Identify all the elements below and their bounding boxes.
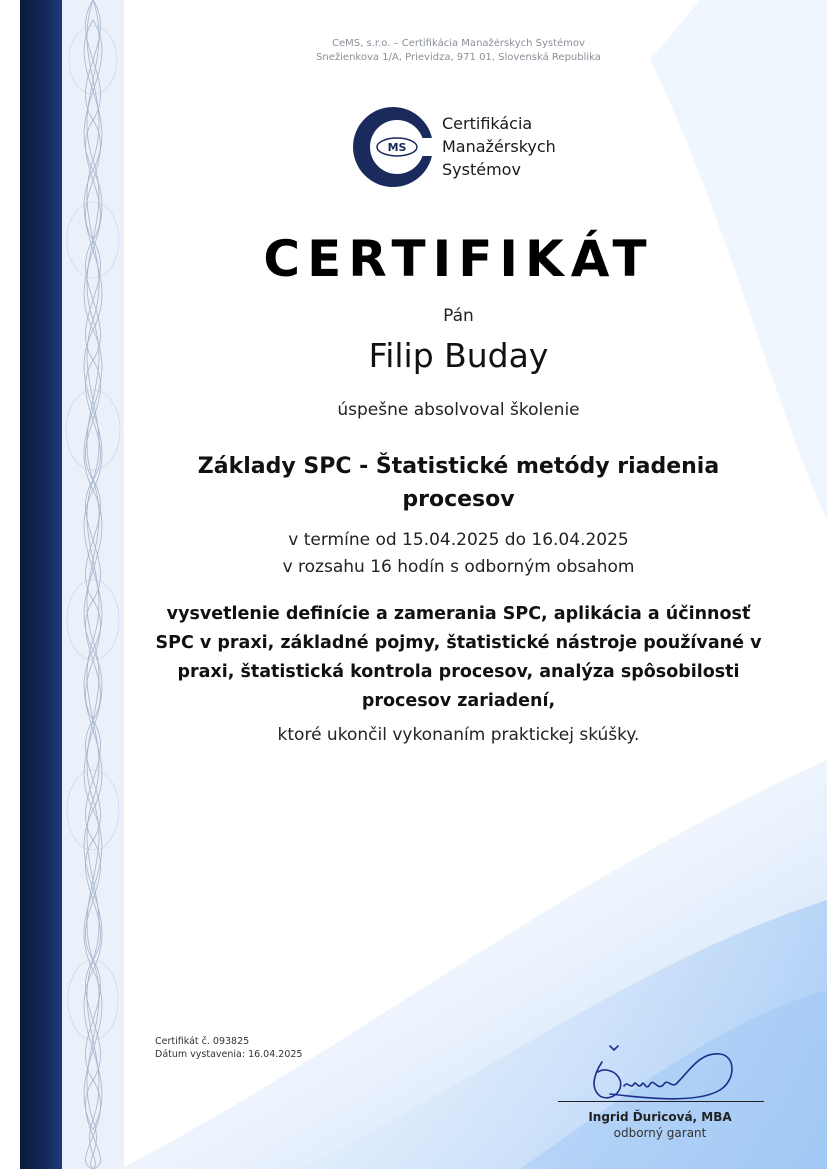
content-line-3: praxi, štatistická kontrola procesov, analýza spôsobilosti: [177, 662, 740, 682]
course-title-line-2: procesov: [402, 487, 515, 512]
issuer-logo: [350, 104, 580, 190]
intro-text: úspešne absolvoval školenie: [337, 400, 580, 420]
logo-line-1: Certifikácia: [442, 114, 533, 133]
course-content: [130, 600, 787, 716]
content-line-2: SPC v praxi, základné pojmy, štatistické nástroje používané v: [155, 633, 762, 653]
emblem-text: MS: [387, 141, 407, 154]
issuer-name-line: CeMS, s.r.o. – Certifikácia Manažérskych Systémov: [332, 38, 585, 49]
signatory-role: odborný garant: [613, 1126, 707, 1140]
date-range: v termíne od 15.04.2025 do 16.04.2025: [288, 530, 629, 550]
guilloche-ornament: [62, 0, 124, 1169]
signature-line: [558, 1101, 764, 1102]
course-title-line-1: Základy SPC - Štatistické metódy riadenia: [197, 454, 720, 479]
content-line-4: procesov zariadení,: [361, 691, 556, 711]
logo-line-3: Systémov: [442, 160, 521, 179]
handwritten-signature: [580, 1040, 740, 1102]
recipient-name: Filip Buday: [368, 336, 549, 375]
course-dates: [130, 527, 787, 581]
issuer-address-line: Snežienkova 1/A, Prievidza, 971 01, Slovenská Republika: [316, 52, 601, 63]
signatory-name: Ingrid Ďuricová, MBA: [588, 1110, 732, 1124]
salutation: Pán: [443, 306, 474, 326]
course-duration: v rozsahu 16 hodín s odborným obsahom: [282, 557, 635, 577]
course-title: [130, 450, 787, 516]
content-line-1: vysvetlenie definície a zamerania SPC, aplikácia a účinnosť: [166, 604, 751, 624]
issue-date: Dátum vystavenia: 16.04.2025: [155, 1049, 303, 1060]
certificate-number: Certifikát č. 093825: [155, 1036, 250, 1047]
closing-text: ktoré ukončil vykonaním praktickej skúšky.: [277, 725, 640, 745]
certificate-title: CERTIFIKÁT: [263, 230, 654, 288]
logo-line-2: Manažérskych: [442, 137, 556, 156]
logo-wordmark: [442, 112, 556, 181]
navy-border-strip: [20, 0, 62, 1169]
cms-emblem-icon: [350, 104, 440, 190]
